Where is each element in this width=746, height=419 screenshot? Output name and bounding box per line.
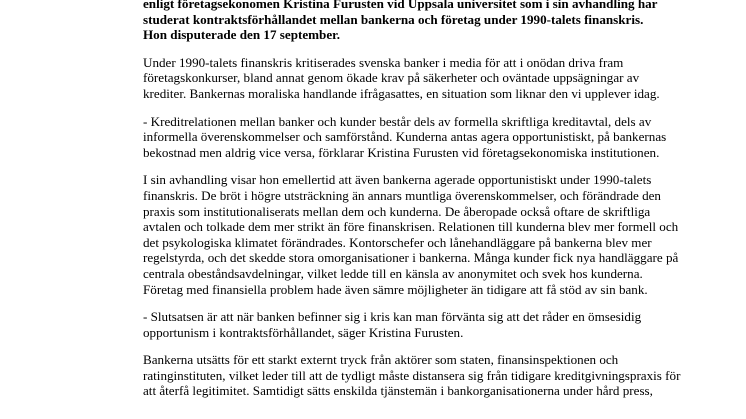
paragraph-conclusion-quote: - Slutsatsen är att när banken befinner sig i kris kan man förvänta sig att det råder en ömsesidig opportunism i kontraktsförhållandet, säger Kristina Furusten. (143, 309, 642, 340)
paragraph-thesis-findings: I sin avhandling visar hon emellertid att även bankerna agerade opportunistiskt under 1990-talets finanskris. De bröt i högre utsträckning än annars muntliga överenskommelser, och förändrade den praxis som institutionaliserats mellan dem och kunderna. De åberopade också oftare de skriftliga avtalen och tolkade dem mer strikt än före finanskrisen. Relationen till kunderna blev mer formell och det psykologiska klimatet förändrades. Kontorschefer och lånehandläggare på bankerna blev mer regelstyrda, och det skedde stora omorganisationer i bankerna. Många kunder fick nya handläggare på centrala obeståndsavdelningar, vilket ledde till en känsla av anonymitet och svek hos kunderna. Företag med finansiella problem hade även sämre möjligheter än tidigare att få stöd av sin bank. (143, 172, 679, 297)
paragraph-banks-criticized: Under 1990-talets finanskris kritiserades svenska banker i media för att i onödan driva fram företagskonkurser, bland annat genom ökade krav på säkerheter och oväntade uppsägningar av krediter. Bankernas moraliska handlande ifrågasattes, en situation som liknar den vi upplever idag. (143, 54, 660, 101)
paragraph-external-pressure: Bankerna utsätts för ett starkt externt tryck från aktörer som staten, finansinspektionen och ratinginstituten, vilket leder till att de tydligt måste distansera sig från tidigare kreditgivningspraxis för att återfå legitimitet. Samtidigt sätts enskilda tjänstemän i bankorganisationerna under hård press, (143, 352, 681, 399)
paragraph-credit-relation: - Kreditrelationen mellan banker och kunder består dels av formella skriftliga kreditavtal, dels av informella överenskommelser och samförstånd. Kunderna antas agera opportunistiskt, på bankernas bekostnad men aldrig vice versa, förklarar Kristina Furusten vid företagsekonomiska institutionen. (143, 113, 667, 160)
article-body (143, 0, 703, 411)
article-lead: enligt företagsekonomen Kristina Furusten vid Uppsala universitet som i sin avhandling har studerat kontraktsförhållandet mellan bankerna och företag under 1990-talets finanskris. Hon disputerade den 17 september. (143, 0, 658, 43)
